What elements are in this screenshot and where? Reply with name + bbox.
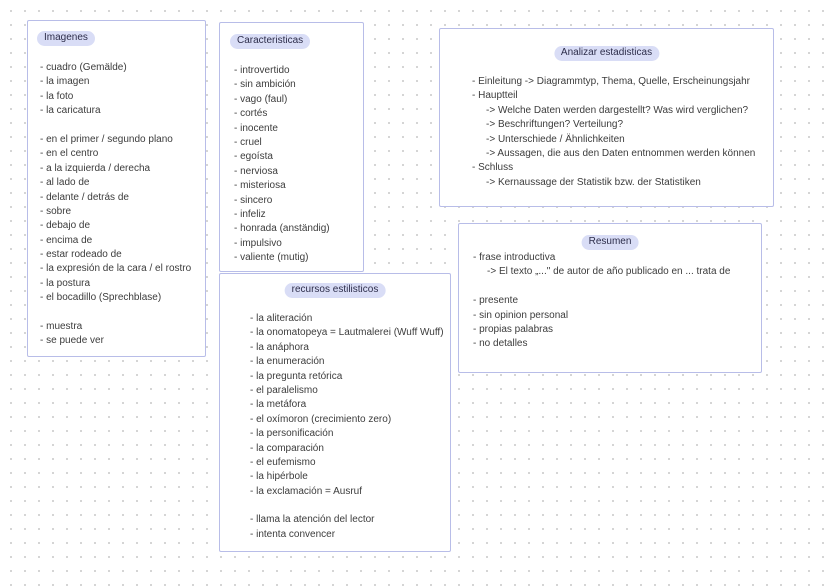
imagenes-list-item: - en el centro bbox=[40, 148, 99, 160]
recursos-list-item: - el oxímoron (crecimiento zero) bbox=[250, 413, 392, 425]
resumen-list-item: - no detalles bbox=[473, 338, 528, 350]
caracteristicas-list-item: - cruel bbox=[234, 136, 262, 148]
resumen-list bbox=[473, 251, 761, 352]
caracteristicas-title: Caracteristicas bbox=[230, 34, 310, 49]
recursos-list-item: - la metáfora bbox=[250, 399, 307, 411]
recursos-list-item: - la exclamación = Ausruf bbox=[250, 485, 362, 497]
caracteristicas-list-item: - nerviosa bbox=[234, 165, 278, 177]
analizar-list-item: - Hauptteil bbox=[472, 90, 518, 102]
imagenes-list-item: - a la izquierda / derecha bbox=[40, 162, 151, 174]
recursos-list-item: - la pregunta retórica bbox=[250, 370, 343, 382]
resumen-list-item: - sin opinion personal bbox=[473, 309, 569, 321]
imagenes-list-item bbox=[40, 119, 205, 133]
analizar-list bbox=[472, 75, 773, 190]
imagenes-list-item: - el bocadillo (Sprechblase) bbox=[40, 292, 162, 304]
analizar-card bbox=[439, 28, 774, 207]
imagenes-list-item: - estar rodeado de bbox=[40, 249, 122, 261]
recursos-list-item: - la aliteración bbox=[250, 313, 313, 324]
imagenes-list-item: - muestra bbox=[40, 321, 83, 333]
caracteristicas-list-item: - egoísta bbox=[234, 151, 273, 163]
analizar-list-item: -> Unterschiede / Ähnlichkeiten bbox=[486, 133, 625, 145]
analizar-title: Analizar estadisticas bbox=[554, 46, 659, 61]
recursos-list-item: - la enumeración bbox=[250, 356, 325, 368]
imagenes-list-item: - encima de bbox=[40, 234, 93, 246]
resumen-title: Resumen bbox=[582, 235, 639, 250]
resumen-list-item: - frase introductiva bbox=[473, 252, 556, 263]
caracteristicas-list bbox=[234, 64, 363, 265]
resumen-list-item: - propias palabras bbox=[473, 323, 554, 335]
analizar-list-item: -> Beschriftungen? Verteilung? bbox=[486, 119, 624, 131]
analizar-list-item: -> Aussagen, die aus den Daten entnommen werden können bbox=[486, 147, 756, 159]
imagenes-list-item: - la foto bbox=[40, 90, 74, 102]
imagenes-list-item: - la expresión de la cara / el rostro bbox=[40, 263, 192, 275]
imagenes-list-item: - en el primer / segundo plano bbox=[40, 133, 173, 145]
recursos-card bbox=[219, 273, 451, 552]
imagenes-list bbox=[40, 61, 205, 349]
imagenes-list-item: - cuadro (Gemälde) bbox=[40, 62, 127, 73]
imagenes-list-item bbox=[40, 306, 205, 320]
imagenes-list-item: - debajo de bbox=[40, 220, 91, 232]
recursos-title: recursos estilisticos bbox=[285, 283, 386, 298]
analizar-list-item: -> Kernaussage der Statistik bzw. der Statistiken bbox=[486, 176, 701, 188]
recursos-list-item: - intenta convencer bbox=[250, 528, 336, 540]
resumen-list-item: - presente bbox=[473, 295, 519, 307]
imagenes-list-item: - la postura bbox=[40, 277, 91, 289]
analizar-list-item: - Einleitung -> Diagrammtyp, Thema, Quelle, Erscheinungsjahr bbox=[472, 76, 750, 87]
imagenes-list-item: - al lado de bbox=[40, 177, 90, 189]
recursos-list-item: - el paralelismo bbox=[250, 384, 318, 396]
recursos-list-item: - la comparación bbox=[250, 442, 324, 454]
caracteristicas-list-item: - inocente bbox=[234, 122, 278, 134]
caracteristicas-list-item: - impulsivo bbox=[234, 237, 282, 249]
caracteristicas-list-item: - misteriosa bbox=[234, 180, 286, 192]
resumen-list-item bbox=[473, 280, 761, 294]
caracteristicas-list-item: - vago (faul) bbox=[234, 93, 288, 105]
recursos-list-item: - la anáphora bbox=[250, 341, 309, 353]
recursos-list-item: - la personificación bbox=[250, 428, 334, 440]
resumen-card bbox=[458, 223, 762, 373]
resumen-list-item: -> El texto „..." de autor de año publicado en ... trata de bbox=[487, 266, 731, 278]
imagenes-card bbox=[27, 20, 206, 357]
recursos-list bbox=[250, 312, 450, 542]
caracteristicas-list-item: - cortés bbox=[234, 108, 268, 120]
imagenes-list-item: - delante / detrás de bbox=[40, 191, 129, 203]
recursos-list-item: - la hipérbole bbox=[250, 471, 308, 483]
caracteristicas-list-item: - sincero bbox=[234, 194, 273, 206]
analizar-list-item: - Schluss bbox=[472, 162, 514, 174]
imagenes-list-item: - la caricatura bbox=[40, 105, 101, 117]
imagenes-title: Imagenes bbox=[37, 31, 95, 46]
caracteristicas-list-item: - valiente (mutig) bbox=[234, 252, 309, 264]
analizar-list-item: -> Welche Daten werden dargestellt? Was wird verglichen? bbox=[486, 104, 749, 116]
caracteristicas-card bbox=[219, 22, 364, 272]
imagenes-list-item: - la imagen bbox=[40, 76, 90, 88]
recursos-list-item: - la onomatopeya = Lautmalerei (Wuff Wuff) bbox=[250, 327, 444, 339]
imagenes-list-item: - se puede ver bbox=[40, 335, 104, 347]
caracteristicas-list-item: - honrada (anständig) bbox=[234, 223, 330, 235]
caracteristicas-list-item: - introvertido bbox=[234, 65, 290, 76]
recursos-list-item: - llama la atención del lector bbox=[250, 514, 375, 526]
caracteristicas-list-item: - infeliz bbox=[234, 208, 266, 220]
recursos-list-item bbox=[250, 499, 450, 513]
caracteristicas-list-item: - sin ambición bbox=[234, 79, 296, 91]
recursos-list-item: - el eufemismo bbox=[250, 456, 316, 468]
imagenes-list-item: - sobre bbox=[40, 205, 72, 217]
